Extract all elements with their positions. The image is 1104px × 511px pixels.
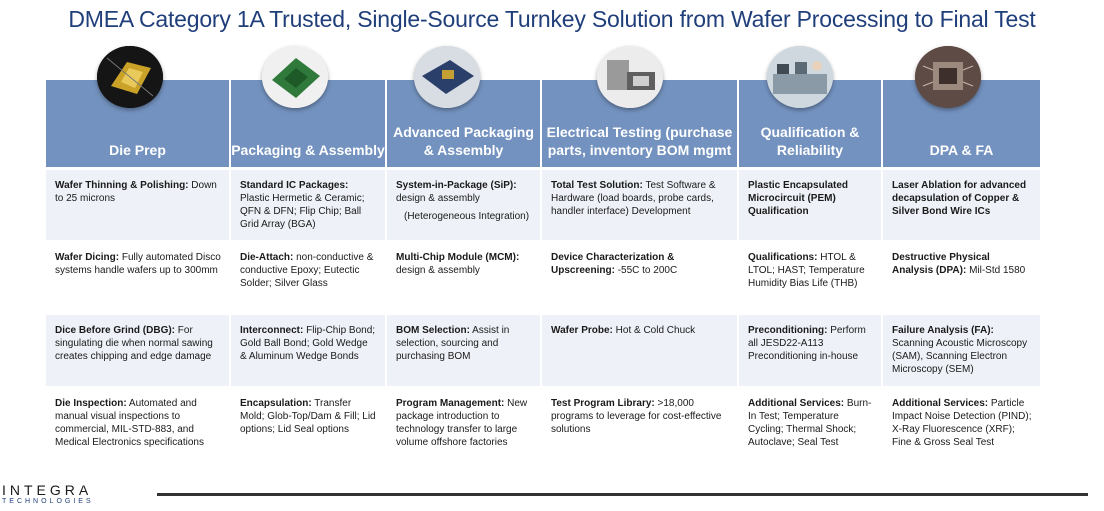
cell-r4-c2 bbox=[231, 388, 385, 460]
footer-rule bbox=[157, 493, 1088, 496]
cell-r2-c4 bbox=[542, 242, 737, 313]
cell-r4-c4 bbox=[542, 388, 737, 460]
cell-subtext: (Heterogeneous Integration) bbox=[404, 211, 530, 222]
cell-text: non-conductive & conductive Epoxy; Eutectic Solder; Silver Glass bbox=[240, 252, 374, 289]
cell-text: Scanning Acoustic Microscopy (SAM), Scanning Electron Microscopy (SEM) bbox=[892, 338, 1028, 375]
cell-text: Fully automated Disco systems handle wafers up to 300mm bbox=[55, 252, 221, 276]
cell-text: HTOL & LTOL; HAST; Temperature Humidity Bias Life (THB) bbox=[748, 252, 865, 289]
cell-r3-c1 bbox=[46, 315, 229, 386]
cell-text: -55C to 200C bbox=[617, 265, 678, 276]
cell-text: Plastic Hermetic & Ceramic; QFN & DFN; Flip Chip; Ball Grid Array (BGA) bbox=[240, 193, 365, 230]
cell-heading: Additional Services: bbox=[748, 398, 845, 409]
cell-r2-c5 bbox=[739, 242, 881, 313]
cell-r3-c3 bbox=[387, 315, 540, 386]
cell-text: Assist in selection, sourcing and purchasing BOM bbox=[396, 325, 510, 362]
cell-r4-c6 bbox=[883, 388, 1040, 460]
cell-heading: Laser Ablation for advanced decapsulation of Copper & Silver Bond Wire ICs bbox=[892, 180, 1027, 217]
cell-text: Transfer Mold; Glob-Top/Dam & Fill; Lid options; Lid Seal options bbox=[240, 398, 376, 435]
cell-heading: Die-Attach: bbox=[240, 252, 294, 263]
cell-r1-c6 bbox=[883, 170, 1040, 240]
cell-heading: Interconnect: bbox=[240, 325, 304, 336]
cell-heading: Preconditioning: bbox=[748, 325, 828, 336]
cell-r1-c3 bbox=[387, 170, 540, 240]
cell-r1-c5 bbox=[739, 170, 881, 240]
column-header-packaging: Packaging & Assembly bbox=[229, 80, 385, 167]
cell-heading: System-in-Package (SiP): bbox=[396, 180, 517, 191]
cell-text: For singulating die when normal sawing creates chipping and edge damage bbox=[55, 325, 213, 362]
cell-r4-c1 bbox=[46, 388, 229, 460]
cell-heading: BOM Selection: bbox=[396, 325, 470, 336]
cell-text: Test Software & Hardware (load boards, probe cards, handler interface) Development bbox=[551, 180, 716, 217]
company-logo: INTEGRA bbox=[2, 482, 93, 498]
cell-heading: Total Test Solution: bbox=[551, 180, 643, 191]
cell-text: Particle Impact Noise Detection (PIND); X-Ray Fluorescence (XRF); Fine & Gross Seal Test bbox=[892, 398, 1032, 448]
cell-r4-c3 bbox=[387, 388, 540, 460]
cell-text: design & assembly bbox=[396, 193, 480, 204]
cell-r2-c2 bbox=[231, 242, 385, 313]
cell-heading: Dice Before Grind (DBG): bbox=[55, 325, 176, 336]
cell-heading: Encapsulation: bbox=[240, 398, 312, 409]
ic-package-photo bbox=[262, 46, 328, 108]
cell-r3-c6 bbox=[883, 315, 1040, 386]
cell-text: Perform all JESD22-A113 Preconditioning in-house bbox=[748, 325, 866, 362]
cell-text: design & assembly bbox=[396, 265, 480, 276]
cell-r1-c4 bbox=[542, 170, 737, 240]
cell-text: >18,000 programs to leverage for cost-effective solutions bbox=[551, 398, 722, 435]
column-header-die-prep: Die Prep bbox=[109, 142, 166, 158]
test-equipment-photo bbox=[597, 46, 663, 108]
cell-text: Flip-Chip Bond; Gold Ball Bond; Gold Wedge & Aluminum Wedge Bonds bbox=[240, 325, 376, 362]
cell-heading: Failure Analysis (FA): bbox=[892, 325, 994, 336]
cell-r2-c6 bbox=[883, 242, 1040, 313]
die-xray-photo bbox=[915, 46, 981, 108]
cell-heading: Wafer Thinning & Polishing: bbox=[55, 180, 189, 191]
column-header-qualification: Qualification & Reliability bbox=[737, 80, 881, 167]
cell-heading: Test Program Library: bbox=[551, 398, 655, 409]
cell-r3-c2 bbox=[231, 315, 385, 386]
cell-heading: Standard IC Packages: bbox=[240, 180, 349, 191]
cell-heading: Destructive Physical Analysis (DPA): bbox=[892, 252, 990, 276]
column-header-dpa-fa: DPA & FA bbox=[881, 80, 1040, 167]
cell-r2-c3 bbox=[387, 242, 540, 313]
cell-text: New package introduction to technology transfer to large volume offshore factories bbox=[396, 398, 528, 448]
wafer-die-photo bbox=[97, 46, 163, 108]
cell-heading: Program Management: bbox=[396, 398, 505, 409]
cell-text: Automated and manual visual inspections to commercial, MIL-STD-883, and Medical Electronics specifications bbox=[55, 398, 204, 448]
cell-heading: Plastic Encapsulated Microcircuit (PEM) Qualification bbox=[748, 180, 849, 217]
cell-r4-c5 bbox=[739, 388, 881, 460]
cell-heading: Die Inspection: bbox=[55, 398, 127, 409]
cell-text: Down to 25 microns bbox=[55, 180, 217, 204]
lab-photo bbox=[767, 46, 833, 108]
cell-r1-c2 bbox=[231, 170, 385, 240]
cell-r1-c1 bbox=[46, 170, 229, 240]
cell-text: Hot & Cold Chuck bbox=[615, 325, 696, 336]
cell-heading: Wafer Dicing: bbox=[55, 252, 120, 263]
cell-heading: Multi-Chip Module (MCM): bbox=[396, 252, 520, 263]
module-board-photo bbox=[414, 46, 480, 108]
cell-r2-c1 bbox=[46, 242, 229, 313]
cell-heading: Device Characterization & Upscreening: bbox=[551, 252, 675, 276]
page-title: DMEA Category 1A Trusted, Single-Source Turnkey Solution from Wafer Processing to Final Test bbox=[68, 6, 1036, 32]
cell-heading: Additional Services: bbox=[892, 398, 989, 409]
cell-text: Burn-In Test; Temperature Cycling; Thermal Shock; Autoclave; Seal Test bbox=[748, 398, 872, 448]
company-logo-subtitle: TECHNOLOGIES bbox=[2, 498, 94, 505]
cell-heading: Wafer Probe: bbox=[551, 325, 613, 336]
column-header-electrical-testing: Electrical Testing (purchase parts, inventory BOM mgmt bbox=[540, 80, 737, 167]
cell-r3-c5 bbox=[739, 315, 881, 386]
column-header-advanced-packaging: Advanced Packaging & Assembly bbox=[385, 80, 540, 167]
cell-heading: Qualifications: bbox=[748, 252, 818, 263]
cell-r3-c4 bbox=[542, 315, 737, 386]
cell-text: Mil-Std 1580 bbox=[969, 265, 1026, 276]
